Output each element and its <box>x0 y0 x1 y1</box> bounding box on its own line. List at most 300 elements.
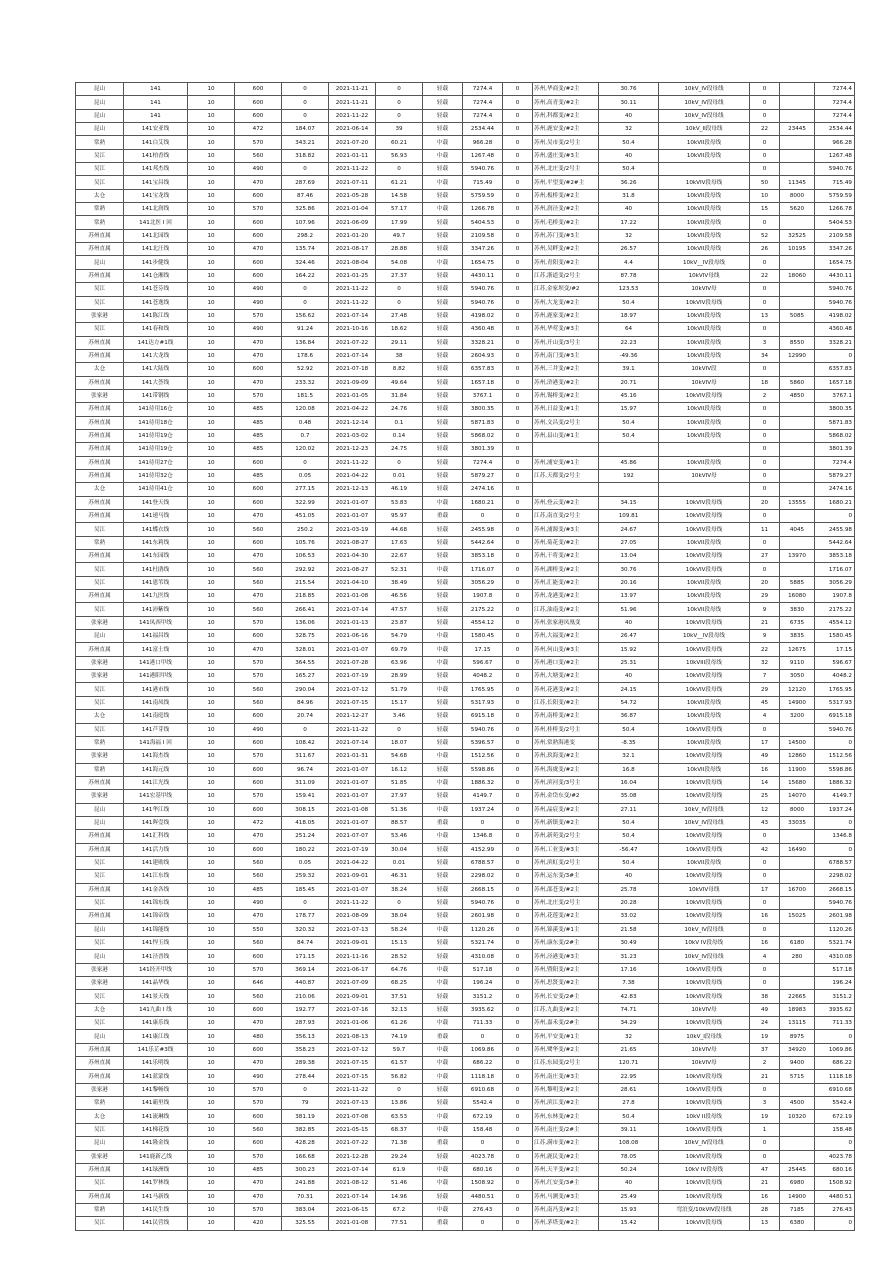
substation-cell: 苏州,华商变/#2主 <box>533 83 599 96</box>
reported-capacity-cell: 14900 <box>780 1190 815 1203</box>
transformer-load-cell: 108.08 <box>599 1137 659 1150</box>
available-capacity-cell: 0 <box>463 1217 503 1230</box>
region-cell: 太仓 <box>76 483 124 496</box>
line-name-cell: 141隆金线 <box>124 1137 188 1150</box>
load-status-cell: 中载 <box>423 496 463 509</box>
voltage-cell: 10 <box>188 1043 235 1056</box>
table-row <box>76 937 855 950</box>
date-cell: 2021-07-28 <box>329 656 376 669</box>
transformer-load-cell: 39.11 <box>599 1123 659 1136</box>
table-row <box>76 203 855 216</box>
count-cell: 0 <box>750 256 780 269</box>
transformer-load-cell: 36.26 <box>599 176 659 189</box>
date-cell: 2021-12-28 <box>329 1150 376 1163</box>
region-cell: 常熟 <box>76 736 124 749</box>
reserve-cell: 0 <box>503 363 533 376</box>
region-cell: 吴江 <box>76 1123 124 1136</box>
count-cell: 0 <box>750 1083 780 1096</box>
region-cell: 昆山 <box>76 803 124 816</box>
table-row <box>76 283 855 296</box>
busbar-cell: 10kVII段母线 <box>659 136 750 149</box>
load-rate-cell: 46.31 <box>376 870 423 883</box>
reported-capacity-cell <box>780 483 815 496</box>
table-row <box>76 977 855 990</box>
voltage-cell: 10 <box>188 1177 235 1190</box>
substation-cell: 苏州,红安变/3#主 <box>533 1177 599 1190</box>
date-cell: 2021-05-15 <box>329 1123 376 1136</box>
reserve-cell: 0 <box>503 643 533 656</box>
reserve-cell: 0 <box>503 803 533 816</box>
voltage-cell: 10 <box>188 243 235 256</box>
voltage-cell: 10 <box>188 856 235 869</box>
load-status-cell: 轻载 <box>423 403 463 416</box>
reserve-cell: 0 <box>503 950 533 963</box>
busbar-cell: 10kVIV段母线 <box>659 990 750 1003</box>
date-cell: 2021-08-17 <box>329 243 376 256</box>
load-rate-cell: 47.57 <box>376 603 423 616</box>
load-rate-cell: 63.96 <box>376 656 423 669</box>
reserve-cell: 0 <box>503 1070 533 1083</box>
region-cell: 常熟 <box>76 536 124 549</box>
reported-capacity-cell <box>780 323 815 336</box>
remaining-capacity-cell: 4149.7 <box>815 790 855 803</box>
busbar-cell: 10kVIV段母线 <box>659 910 750 923</box>
capacity-cell: 560 <box>235 576 282 589</box>
transformer-load-cell: -56.47 <box>599 843 659 856</box>
reported-capacity-cell: 22665 <box>780 990 815 1003</box>
load-status-cell: 中载 <box>423 1057 463 1070</box>
load-rate-cell: 67.2 <box>376 1203 423 1216</box>
transformer-load-cell: 32 <box>599 1030 659 1043</box>
table-row <box>76 763 855 776</box>
reserve-cell: 0 <box>503 590 533 603</box>
table-row <box>76 163 855 176</box>
table-row <box>76 750 855 763</box>
voltage-cell: 10 <box>188 990 235 1003</box>
busbar-cell: 10kV_IV段母线 <box>659 923 750 936</box>
load-status-cell: 轻载 <box>423 216 463 229</box>
available-capacity-cell: 5321.74 <box>463 937 503 950</box>
available-capacity-cell: 4149.7 <box>463 790 503 803</box>
busbar-cell: 10kVIV段母线 <box>659 683 750 696</box>
load-rate-cell: 32.13 <box>376 1003 423 1016</box>
date-cell: 2021-08-27 <box>329 536 376 549</box>
count-cell: 20 <box>750 576 780 589</box>
transformer-load-cell: 34.29 <box>599 1017 659 1030</box>
substation-cell: 江苏,金家坝变/#2 <box>533 283 599 296</box>
reserve-cell: 0 <box>503 1177 533 1190</box>
date-cell: 2021-11-22 <box>329 456 376 469</box>
voltage-cell: 10 <box>188 189 235 202</box>
load-status-cell: 轻载 <box>423 296 463 309</box>
available-capacity-cell: 5317.93 <box>463 696 503 709</box>
voltage-cell: 10 <box>188 149 235 162</box>
reserve-cell: 0 <box>503 696 533 709</box>
load-rate-cell: 58.24 <box>376 923 423 936</box>
reported-capacity-cell <box>780 296 815 309</box>
table-row <box>76 883 855 896</box>
table-row <box>76 856 855 869</box>
load-current-cell: 364.55 <box>282 656 329 669</box>
busbar-cell: 10kV_II段母线 <box>659 123 750 136</box>
region-cell: 太仓 <box>76 363 124 376</box>
substation-cell: 苏州,何山变/#3主 <box>533 643 599 656</box>
reported-capacity-cell <box>780 283 815 296</box>
load-current-cell: 383.04 <box>282 1203 329 1216</box>
table-row <box>76 1097 855 1110</box>
capacity-cell: 570 <box>235 1203 282 1216</box>
line-name-cell: 141待用32仓 <box>124 469 188 482</box>
load-current-cell: 0 <box>282 283 329 296</box>
load-rate-cell: 51.79 <box>376 683 423 696</box>
available-capacity-cell: 7274.4 <box>463 109 503 122</box>
reported-capacity-cell: 10320 <box>780 1110 815 1123</box>
load-status-cell: 轻载 <box>423 469 463 482</box>
region-cell: 张家港 <box>76 1150 124 1163</box>
load-status-cell: 中载 <box>423 656 463 669</box>
busbar-cell: 10kVII段母线 <box>659 429 750 442</box>
reserve-cell: 0 <box>503 630 533 643</box>
transformer-load-cell <box>599 483 659 496</box>
busbar-cell: 10kVIV段母线 <box>659 510 750 523</box>
table-row <box>76 1110 855 1123</box>
date-cell: 2021-07-07 <box>329 830 376 843</box>
table-row <box>76 443 855 456</box>
remaining-capacity-cell: 517.18 <box>815 963 855 976</box>
busbar-cell: 10kVIV段母线 <box>659 790 750 803</box>
load-rate-cell: 0.14 <box>376 429 423 442</box>
reported-capacity-cell: 15680 <box>780 776 815 789</box>
region-cell: 吴江 <box>76 990 124 1003</box>
load-status-cell: 轻载 <box>423 870 463 883</box>
reserve-cell: 0 <box>503 937 533 950</box>
line-name-cell: 141苍逸线 <box>124 296 188 309</box>
date-cell: 2021-07-14 <box>329 349 376 362</box>
remaining-capacity-cell: 5879.27 <box>815 469 855 482</box>
reserve-cell: 0 <box>503 496 533 509</box>
load-status-cell: 中载 <box>423 923 463 936</box>
line-name-cell: 141苍芬线 <box>124 283 188 296</box>
available-capacity-cell: 276.43 <box>463 1203 503 1216</box>
load-rate-cell: 0 <box>376 83 423 96</box>
capacity-cell: 570 <box>235 670 282 683</box>
load-current-cell: 87.46 <box>282 189 329 202</box>
remaining-capacity-cell: 2109.58 <box>815 229 855 242</box>
capacity-cell: 560 <box>235 856 282 869</box>
line-name-cell: 141锦能线 <box>124 923 188 936</box>
load-current-cell: 106.53 <box>282 550 329 563</box>
load-current-cell: 0.48 <box>282 416 329 429</box>
load-status-cell: 轻载 <box>423 1097 463 1110</box>
reserve-cell: 0 <box>503 203 533 216</box>
substation-cell: 苏州,邵苍变/#2主 <box>533 883 599 896</box>
region-cell: 苏州直属 <box>76 776 124 789</box>
busbar-cell: 10kV__IV段母线 <box>659 630 750 643</box>
remaining-capacity-cell: 4048.2 <box>815 670 855 683</box>
load-current-cell: 164.22 <box>282 269 329 282</box>
reported-capacity-cell <box>780 1123 815 1136</box>
voltage-cell: 10 <box>188 1070 235 1083</box>
available-capacity-cell: 5940.76 <box>463 896 503 909</box>
available-capacity-cell: 966.28 <box>463 136 503 149</box>
load-status-cell: 轻载 <box>423 83 463 96</box>
reported-capacity-cell <box>780 416 815 429</box>
load-current-cell: 287.69 <box>282 176 329 189</box>
load-rate-cell: 27.97 <box>376 790 423 803</box>
available-capacity-cell: 4198.02 <box>463 309 503 322</box>
region-cell: 张家港 <box>76 750 124 763</box>
reserve-cell: 0 <box>503 483 533 496</box>
load-current-cell: 166.68 <box>282 1150 329 1163</box>
voltage-cell: 10 <box>188 1030 235 1043</box>
load-status-cell: 中载 <box>423 1017 463 1030</box>
transformer-load-cell: 40 <box>599 1177 659 1190</box>
date-cell: 2021-08-12 <box>329 1177 376 1190</box>
transformer-load-cell: 22.95 <box>599 1070 659 1083</box>
reported-capacity-cell <box>780 149 815 162</box>
line-name-cell: 141递马线 <box>124 510 188 523</box>
reported-capacity-cell <box>780 163 815 176</box>
reported-capacity-cell: 3830 <box>780 603 815 616</box>
transformer-load-cell: 40 <box>599 616 659 629</box>
load-rate-cell: 63.53 <box>376 1110 423 1123</box>
reported-capacity-cell: 25445 <box>780 1163 815 1176</box>
load-rate-cell: 24.76 <box>376 403 423 416</box>
load-status-cell: 轻载 <box>423 163 463 176</box>
remaining-capacity-cell: 966.28 <box>815 136 855 149</box>
count-cell: 52 <box>750 229 780 242</box>
region-cell: 昆山 <box>76 630 124 643</box>
load-current-cell: 298.2 <box>282 229 329 242</box>
load-current-cell: 136.84 <box>282 336 329 349</box>
load-status-cell: 轻载 <box>423 243 463 256</box>
date-cell: 2021-03-02 <box>329 429 376 442</box>
line-name-cell: 141港市线 <box>124 683 188 696</box>
remaining-capacity-cell: 0 <box>815 816 855 829</box>
date-cell: 2021-04-22 <box>329 403 376 416</box>
load-status-cell: 轻载 <box>423 536 463 549</box>
remaining-capacity-cell: 4198.02 <box>815 309 855 322</box>
reported-capacity-cell: 3050 <box>780 670 815 683</box>
load-rate-cell: 0.01 <box>376 469 423 482</box>
reported-capacity-cell: 14900 <box>780 696 815 709</box>
available-capacity-cell: 5871.83 <box>463 416 503 429</box>
substation-cell: 苏州,北庄变/2号主 <box>533 163 599 176</box>
date-cell: 2021-07-16 <box>329 1003 376 1016</box>
reported-capacity-cell: 8975 <box>780 1030 815 1043</box>
substation-cell: 苏州,港口变/#2主 <box>533 656 599 669</box>
busbar-cell: 10kVIV段母线 <box>659 1190 750 1203</box>
load-rate-cell: 44.68 <box>376 523 423 536</box>
voltage-cell: 10 <box>188 923 235 936</box>
load-current-cell: 159.41 <box>282 790 329 803</box>
reported-capacity-cell: 10195 <box>780 243 815 256</box>
voltage-cell: 10 <box>188 1057 235 1070</box>
reported-capacity-cell <box>780 977 815 990</box>
available-capacity-cell: 7274.4 <box>463 83 503 96</box>
date-cell: 2021-04-22 <box>329 469 376 482</box>
reserve-cell: 0 <box>503 563 533 576</box>
transformer-load-cell: 4.4 <box>599 256 659 269</box>
transformer-load-cell: 54.72 <box>599 696 659 709</box>
voltage-cell: 10 <box>188 469 235 482</box>
load-status-cell: 轻载 <box>423 576 463 589</box>
capacity-cell: 470 <box>235 510 282 523</box>
transformer-load-cell: 25.49 <box>599 1190 659 1203</box>
date-cell: 2021-07-14 <box>329 1163 376 1176</box>
table-row <box>76 990 855 1003</box>
transformer-load-cell: 18.97 <box>599 309 659 322</box>
substation-cell: 苏州,板桥变/#2主 <box>533 189 599 202</box>
region-cell: 张家港 <box>76 389 124 402</box>
voltage-cell: 10 <box>188 1083 235 1096</box>
available-capacity-cell: 686.22 <box>463 1057 503 1070</box>
load-status-cell: 轻载 <box>423 443 463 456</box>
date-cell: 2021-08-13 <box>329 1030 376 1043</box>
reserve-cell: 0 <box>503 403 533 416</box>
busbar-cell: 10kVII段母线 <box>659 243 750 256</box>
substation-cell: 苏州,登云变/#2主 <box>533 496 599 509</box>
remaining-capacity-cell: 5442.64 <box>815 536 855 549</box>
voltage-cell: 10 <box>188 1137 235 1150</box>
reserve-cell: 0 <box>503 216 533 229</box>
count-cell: 0 <box>750 856 780 869</box>
capacity-cell: 560 <box>235 563 282 576</box>
date-cell: 2021-11-21 <box>329 83 376 96</box>
region-cell: 张家港 <box>76 670 124 683</box>
remaining-capacity-cell: 1266.78 <box>815 203 855 216</box>
reported-capacity-cell <box>780 136 815 149</box>
voltage-cell: 10 <box>188 816 235 829</box>
table-row <box>76 576 855 589</box>
transformer-load-cell: 35.08 <box>599 790 659 803</box>
date-cell: 2021-11-21 <box>329 96 376 109</box>
line-name-cell: 141恩苇线 <box>124 576 188 589</box>
available-capacity-cell: 711.33 <box>463 1017 503 1030</box>
date-cell: 2021-01-07 <box>329 790 376 803</box>
load-status-cell: 轻载 <box>423 910 463 923</box>
date-cell: 2021-07-13 <box>329 923 376 936</box>
region-cell: 昆山 <box>76 1137 124 1150</box>
reserve-cell: 0 <box>503 923 533 936</box>
load-current-cell: 181.5 <box>282 389 329 402</box>
table-row <box>76 843 855 856</box>
voltage-cell: 10 <box>188 1150 235 1163</box>
capacity-cell: 470 <box>235 643 282 656</box>
voltage-cell: 10 <box>188 1003 235 1016</box>
table-row <box>76 1137 855 1150</box>
reported-capacity-cell: 32525 <box>780 229 815 242</box>
substation-cell: 苏州,张家港凤凰变 <box>533 616 599 629</box>
load-rate-cell: 57.17 <box>376 203 423 216</box>
load-status-cell: 中载 <box>423 136 463 149</box>
region-cell: 张家港 <box>76 309 124 322</box>
count-cell: 0 <box>750 469 780 482</box>
load-status-cell: 中载 <box>423 149 463 162</box>
remaining-capacity-cell: 3853.18 <box>815 550 855 563</box>
busbar-cell: 10kV IV段母线 <box>659 937 750 950</box>
region-cell: 吴江 <box>76 723 124 736</box>
reported-capacity-cell: 8000 <box>780 189 815 202</box>
remaining-capacity-cell: 0 <box>815 510 855 523</box>
busbar-cell: 10kVIV段母线 <box>659 1217 750 1230</box>
substation-cell: 苏州,高青变/#2主 <box>533 96 599 109</box>
reserve-cell: 0 <box>503 96 533 109</box>
table-row <box>76 1177 855 1190</box>
count-cell: 16 <box>750 937 780 950</box>
transformer-load-cell: 30.49 <box>599 937 659 950</box>
busbar-cell: 10kV_IV段母线 <box>659 803 750 816</box>
capacity-cell: 600 <box>235 109 282 122</box>
load-current-cell: 233.32 <box>282 376 329 389</box>
voltage-cell: 10 <box>188 683 235 696</box>
reported-capacity-cell: 4850 <box>780 389 815 402</box>
date-cell: 2021-09-01 <box>329 937 376 950</box>
count-cell: 4 <box>750 710 780 723</box>
load-current-cell: 0.05 <box>282 469 329 482</box>
load-status-cell: 轻载 <box>423 896 463 909</box>
transformer-load-cell: 16.8 <box>599 763 659 776</box>
voltage-cell: 10 <box>188 523 235 536</box>
table-row <box>76 96 855 109</box>
substation-cell: 江苏,东园变/2号主 <box>533 1057 599 1070</box>
load-rate-cell: 29.24 <box>376 1150 423 1163</box>
capacity-cell: 485 <box>235 1163 282 1176</box>
remaining-capacity-cell: 0 <box>815 349 855 362</box>
load-current-cell: 320.32 <box>282 923 329 936</box>
count-cell: 3 <box>750 1097 780 1110</box>
table-row <box>76 109 855 122</box>
line-name-cell: 141杜鹃线 <box>124 563 188 576</box>
date-cell: 2021-07-14 <box>329 309 376 322</box>
load-status-cell: 重载 <box>423 1030 463 1043</box>
count-cell: 0 <box>750 977 780 990</box>
busbar-cell: 10kVIV段母线 <box>659 843 750 856</box>
table-row <box>76 803 855 816</box>
voltage-cell: 10 <box>188 323 235 336</box>
region-cell: 昆山 <box>76 96 124 109</box>
load-status-cell: 中载 <box>423 1163 463 1176</box>
voltage-cell: 10 <box>188 216 235 229</box>
voltage-cell: 10 <box>188 403 235 416</box>
substation-cell: 苏州,花莲变/#2主 <box>533 910 599 923</box>
available-capacity-cell: 672.19 <box>463 1110 503 1123</box>
reported-capacity-cell: 12990 <box>780 349 815 362</box>
reported-capacity-cell: 33035 <box>780 816 815 829</box>
load-status-cell: 中载 <box>423 776 463 789</box>
busbar-cell: 10kVIV段母线 <box>659 977 750 990</box>
line-name-cell: 141海福 I 回 <box>124 736 188 749</box>
count-cell: 50 <box>750 176 780 189</box>
available-capacity-cell: 1654.75 <box>463 256 503 269</box>
voltage-cell: 10 <box>188 309 235 322</box>
count-cell: 13 <box>750 1217 780 1230</box>
voltage-cell: 10 <box>188 229 235 242</box>
transformer-load-cell: 27.8 <box>599 1097 659 1110</box>
reported-capacity-cell: 34920 <box>780 1043 815 1056</box>
load-current-cell: 178.77 <box>282 910 329 923</box>
remaining-capacity-cell: 2455.98 <box>815 523 855 536</box>
substation-cell: 苏州,茅塔变/#2主 <box>533 1217 599 1230</box>
reserve-cell: 0 <box>503 1043 533 1056</box>
reported-capacity-cell: 4045 <box>780 523 815 536</box>
reserve-cell: 0 <box>503 389 533 402</box>
reserve-cell: 0 <box>503 883 533 896</box>
capacity-cell: 600 <box>235 536 282 549</box>
reported-capacity-cell <box>780 830 815 843</box>
reserve-cell: 0 <box>503 123 533 136</box>
substation-cell: 苏州,新镇变/#2主 <box>533 816 599 829</box>
